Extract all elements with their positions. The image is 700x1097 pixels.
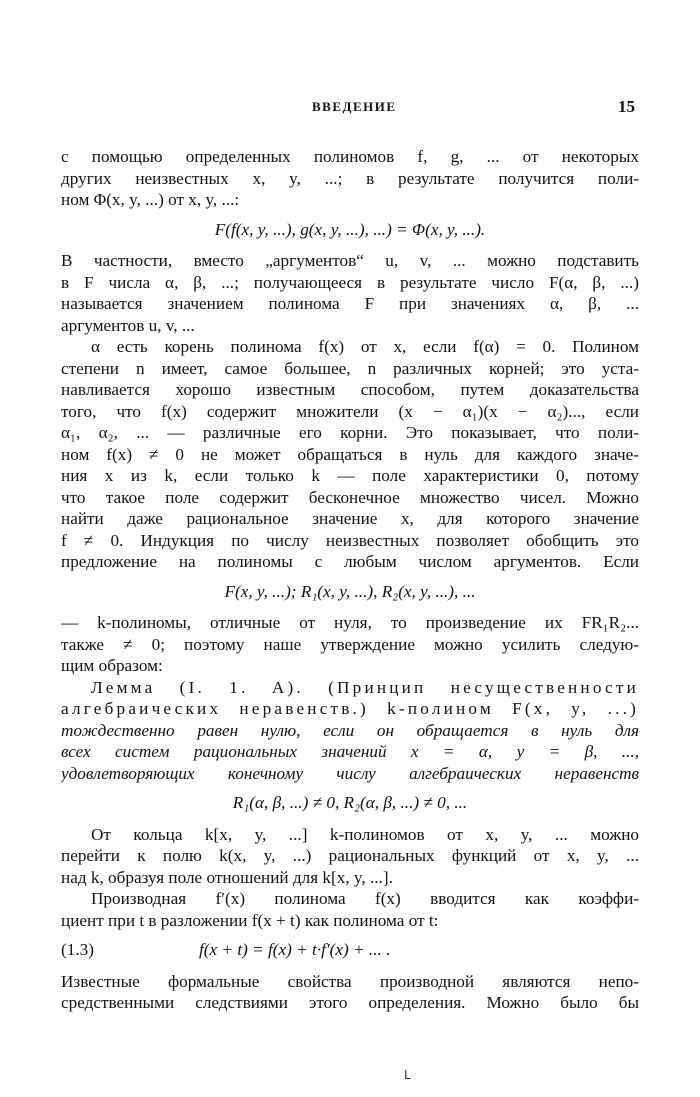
- text-line: В частности, вместо „аргументов“ u, v, ... можно подставить: [61, 251, 639, 270]
- text-line: Известные формальные свойства производной являются непо-: [61, 971, 639, 991]
- text-line: средственными следствиями этого определения. Можно было бы: [61, 993, 639, 1012]
- lemma-line: удовлетворяющих конечному числу алгебраических неравенств: [61, 763, 639, 783]
- text-line: α₁, α₂, ... — различные его корни. Это показывает, что поли-: [61, 423, 639, 442]
- text-line: с помощью определенных полиномов f, g, ... от некоторых: [61, 147, 639, 166]
- text-line: называется значением полинома F при значениях α, β, ...: [61, 294, 639, 313]
- text-line: Производная f′(x) полинома f(x) вводится как коэффи-: [91, 889, 639, 908]
- display-formula: F(f(x, y, ...), g(x, y, ...), ...) = Φ(x, y, ...).: [214, 219, 486, 239]
- print-mark: ᒪ: [404, 1068, 411, 1082]
- text-line: над k, образуя поле отношений для k[x, y, ...].: [61, 867, 393, 887]
- text-line: щим образом:: [61, 656, 163, 675]
- text-line: перейти к полю k(x, y, ...) рациональных функций от x, y, ...: [61, 846, 639, 865]
- running-title: ВВЕДЕНИЕ: [312, 99, 397, 114]
- text-line: α есть корень полинома f(x) от x, если f(α) = 0. Полином: [91, 337, 639, 356]
- display-formula: R₁(α, β, ...) ≠ 0, R₂(α, β, ...) ≠ 0, ...: [232, 793, 468, 812]
- text-line: степени n имеет, самое большее, n различных корней; это уста-: [61, 358, 639, 378]
- text-line: того, что f(x) содержит множители (x − α₁)(x − α₂)..., если: [61, 401, 639, 421]
- equation-body: f(x + t) = f(x) + t·f′(x) + ... .: [199, 940, 391, 959]
- equation-number: (1.3): [61, 940, 94, 959]
- text-line: f ≠ 0. Индукция по числу неизвестных позволяет обобщить это: [61, 530, 639, 550]
- text-line: От кольца k[x, y, ...] k-полиномов от x, y, ... можно: [91, 824, 639, 844]
- text-line: навливается хорошо известным способом, путем доказательства: [61, 380, 639, 399]
- text-line: ния x из k, если только k — поле характеристики 0, потому: [61, 466, 639, 485]
- text-line: других неизвестных x, y, ...; в результате получится поли-: [61, 168, 639, 188]
- text-line: — k-полиномы, отличные от нуля, то произведение их FR₁R₂...: [61, 613, 639, 632]
- text-line: ном Φ(x, y, ...) от x, y, ...:: [61, 190, 240, 209]
- display-formula: F(x, y, ...); R₁(x, y, ...), R₂(x, y, ...), ...: [224, 581, 476, 601]
- text-line: циент при t в разложении f(x + t) как полинома от t:: [61, 910, 439, 930]
- lemma-line: тождественно равен нулю, если он обращается в нуль для: [61, 720, 639, 740]
- text-line: что такое поле содержит бесконечное множество чисел. Можно: [61, 487, 639, 507]
- text-line: в F числа α, β, ...; получающееся в результате число F(α, β, ...): [61, 272, 639, 292]
- text-line: найти даже рациональное значение x, для которого значение: [61, 509, 639, 528]
- page-header: [0, 97, 700, 121]
- lemma-line: всех систем рациональных значений x = α, y = β, ...,: [61, 742, 639, 761]
- page-number: 15: [618, 97, 635, 116]
- page-body: [61, 146, 639, 1014]
- text-line: предложение на полиномы с любым числом аргументов. Если: [61, 552, 639, 571]
- lemma-line: алгебраических неравенств.) k-полином F(x, y, ...): [61, 699, 639, 718]
- text-line: также ≠ 0; поэтому наше утверждение можно усилить следую-: [61, 634, 639, 654]
- text-line: аргументов u, v, ...: [61, 315, 195, 335]
- numbered-formula: [61, 939, 639, 961]
- text-line: ном f(x) ≠ 0 не может обращаться в нуль для каждого значе-: [61, 444, 639, 464]
- lemma-heading: Лемма (I. 1. A). (Принцип несущественности: [91, 677, 639, 697]
